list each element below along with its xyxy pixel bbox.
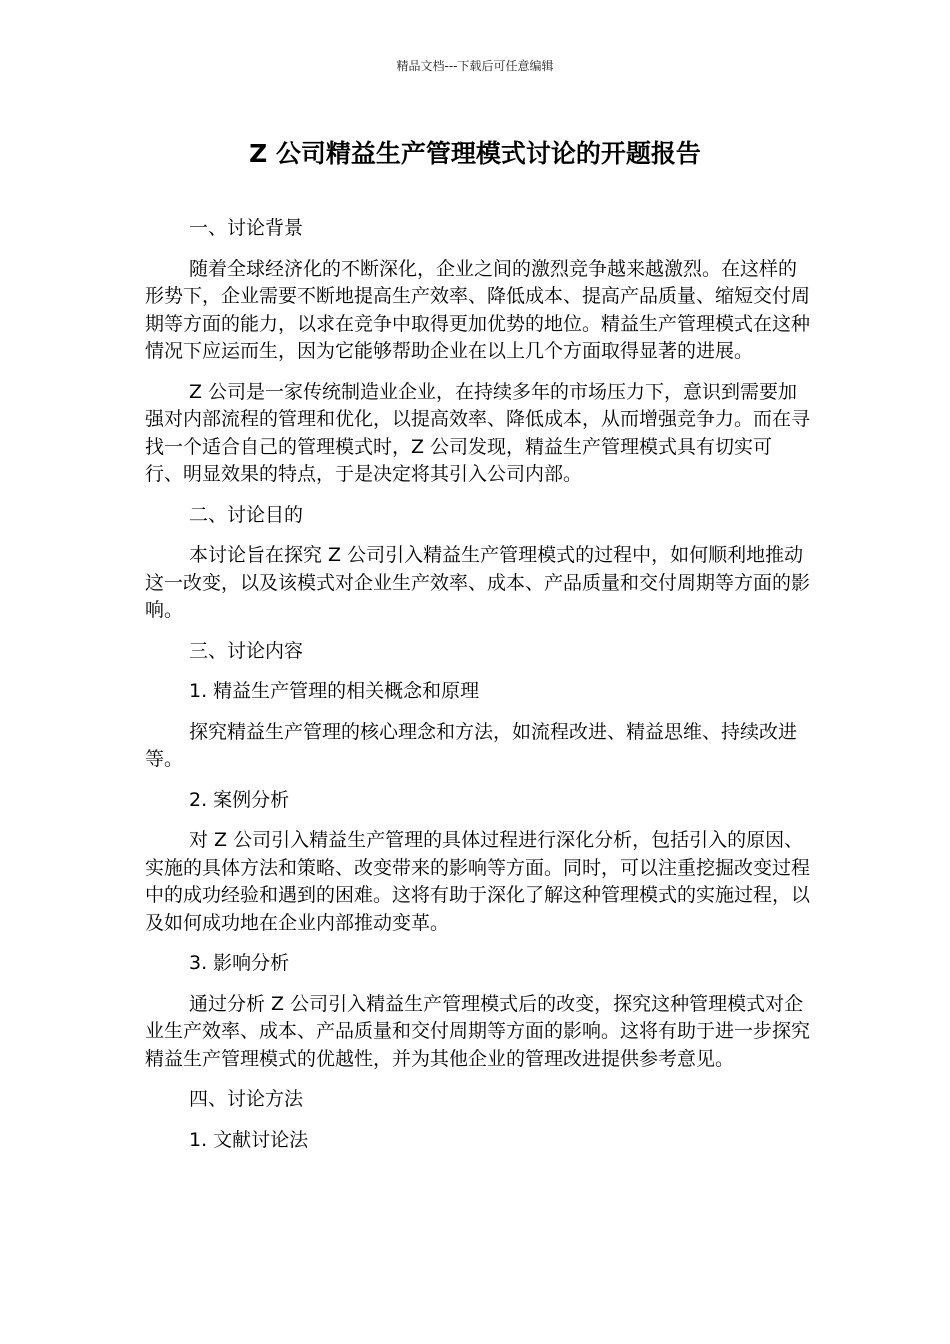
- section-heading-background: 一、讨论背景: [189, 217, 304, 239]
- section-heading-content: 三、讨论内容: [189, 639, 304, 662]
- document-body: [145, 215, 810, 1167]
- subheading-impact-analysis: 3. 影响分析: [189, 952, 290, 974]
- subheading-case-analysis: 2. 案例分析: [189, 788, 290, 811]
- paragraph-background-2: Z 公司是一家传统制造业企业，在持续多年的市场压力下，意识到需要加强对内部流程的管理和优化，以提高效率、降低成本，从而增强竞争力。而在寻找一个适合自己的管理模式时，Z 公司发现，精益生产管理模式具有切实可行、明显效果的特点，于是决定将其引入公司内部。: [145, 380, 811, 485]
- paragraph-purpose: 本讨论旨在探究 Z 公司引入精益生产管理模式的过程中，如何顺利地推动这一改变，以及该模式对企业生产效率、成本、产品质量和交付周期等方面的影响。: [145, 544, 811, 621]
- subheading-concepts: 1. 精益生产管理的相关概念和原理: [189, 680, 480, 702]
- subheading-literature-method: 1. 文献讨论法: [189, 1128, 309, 1151]
- paragraph-background-1: 随着全球经济化的不断深化，企业之间的激烈竞争越来越激烈。在这样的形势下，企业需要不断地提高生产效率、降低成本、提高产品质量、缩短交付周期等方面的能力，以求在竞争中取得更加优势的地位。精益生产管理模式在这种情况下应运而生，因为它能够帮助企业在以上几个方面取得显著的进展。: [145, 257, 811, 362]
- paragraph-impact-analysis: 通过分析 Z 公司引入精益生产管理模式后的改变，探究这种管理模式对企业生产效率、成本、产品质量和交付周期等方面的影响。这将有助于进一步探究精益生产管理模式的优越性，并为其他企业的管理改进提供参考意见。: [145, 992, 811, 1070]
- paragraph-case-analysis: 对 Z 公司引入精益生产管理的具体过程进行深化分析，包括引入的原因、实施的具体方法和策略、改变带来的影响等方面。同时，可以注重挖掘改变过程中的成功经验和遇到的困难。这将有助于深化了解这种管理模式的实施过程，以及如何成功地在企业内部推动变革。: [145, 829, 811, 934]
- document-title: Z 公司精益生产管理模式讨论的开题报告: [249, 139, 701, 168]
- header-note: 精品文档---下载后可任意编辑: [396, 59, 554, 73]
- section-heading-methods: 四、讨论方法: [189, 1088, 304, 1110]
- paragraph-concepts: 探究精益生产管理的核心理念和方法，如流程改进、精益思维、持续改进等。: [145, 720, 798, 770]
- section-heading-purpose: 二、讨论目的: [189, 503, 304, 526]
